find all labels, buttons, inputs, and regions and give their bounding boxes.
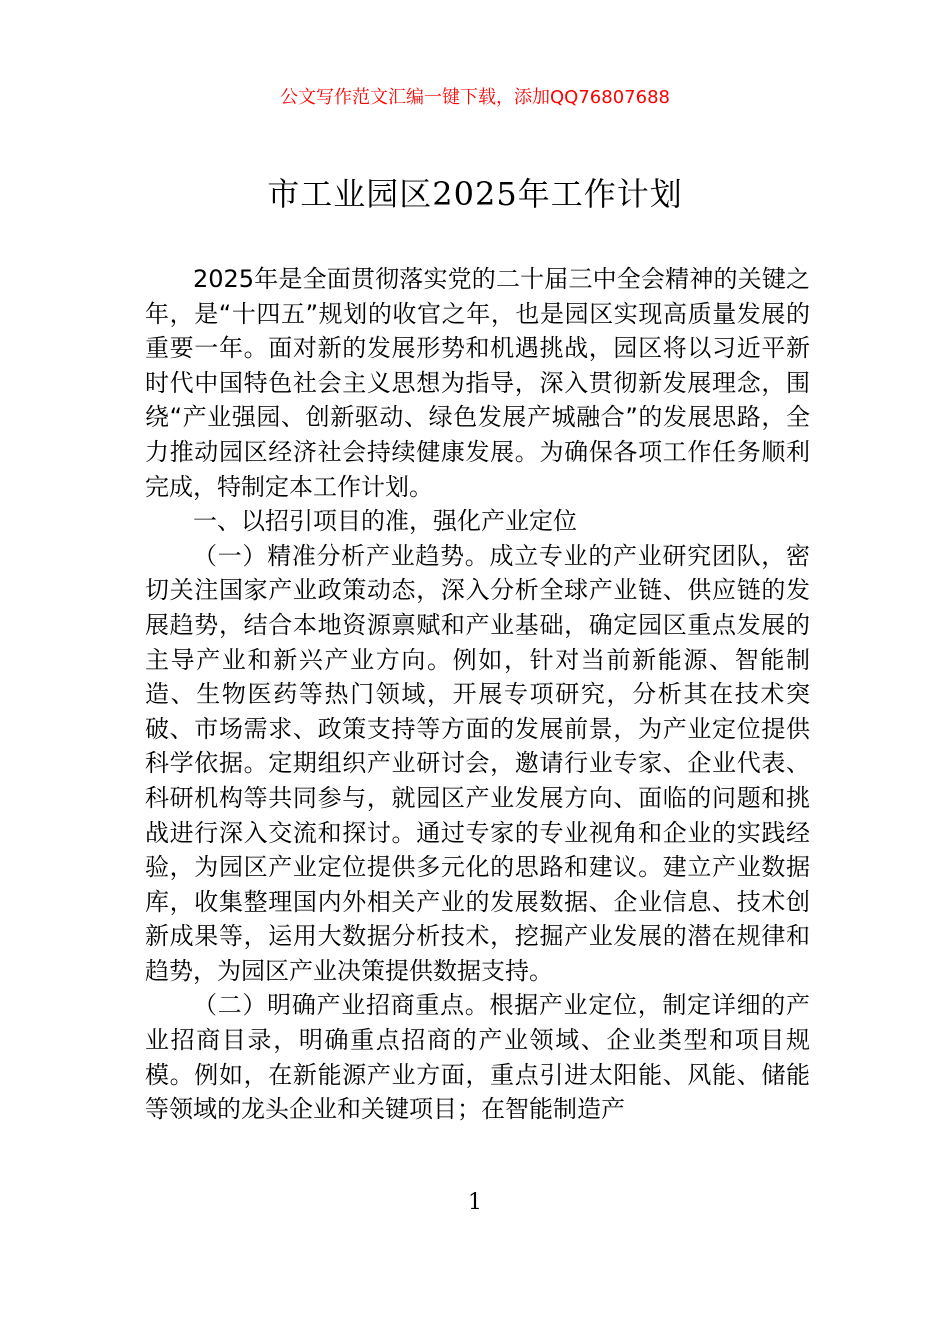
download-promo-note: 公文写作范文汇编一键下载，添加QQ76807688 <box>280 87 670 108</box>
document-body <box>145 262 810 1127</box>
subsection-paragraph: （二）明确产业招商重点。根据产业定位，制定详细的产业招商目录，明确重点招商的产业领域、企业类型和项目规模。例如，在新能源产业方面，重点引进太阳能、风能、储能等领域的龙头企业和关键项目；在智能制造产 <box>145 991 810 1124</box>
document-title: 市工业园区2025年工作计划 <box>267 175 683 213</box>
intro-paragraph: 2025年是全面贯彻落实党的二十届三中全会精神的关键之年，是“十四五”规划的收官之年，也是园区实现高质量发展的重要一年。面对新的发展形势和机遇挑战，园区将以习近平新时代中国特色社会主义思想为指导，深入贯彻新发展理念，围绕“产业强园、创新驱动、绿色发展产城融合”的发展思路，全力推动园区经济社会持续健康发展。为确保各项工作任务顺利完成，特制定本工作计划。 <box>145 265 810 501</box>
subsection-paragraph: （一）精准分析产业趋势。成立专业的产业研究团队，密切关注国家产业政策动态，深入分析全球产业链、供应链的发展趋势，结合本地资源禀赋和产业基础，确定园区重点发展的主导产业和新兴产业方向。例如，针对当前新能源、智能制造、生物医药等热门领域，开展专项研究，分析其在技术突破、市场需求、政策支持等方面的发展前景，为产业定位提供科学依据。定期组织产业研讨会，邀请行业专家、企业代表、科研机构等共同参与，就园区产业发展方向、面临的问题和挑战进行深入交流和探讨。通过专家的专业视角和企业的实践经验，为园区产业定位提供多元化的思路和建议。建立产业数据库，收集整理国内外相关产业的发展数据、企业信息、技术创新成果等，运用大数据分析技术，挖掘产业发展的潜在规律和趋势，为园区产业决策提供数据支持。 <box>145 541 810 985</box>
section-heading: 一、以招引项目的准，强化产业定位 <box>193 507 577 536</box>
page-number: 1 <box>468 1190 482 1215</box>
